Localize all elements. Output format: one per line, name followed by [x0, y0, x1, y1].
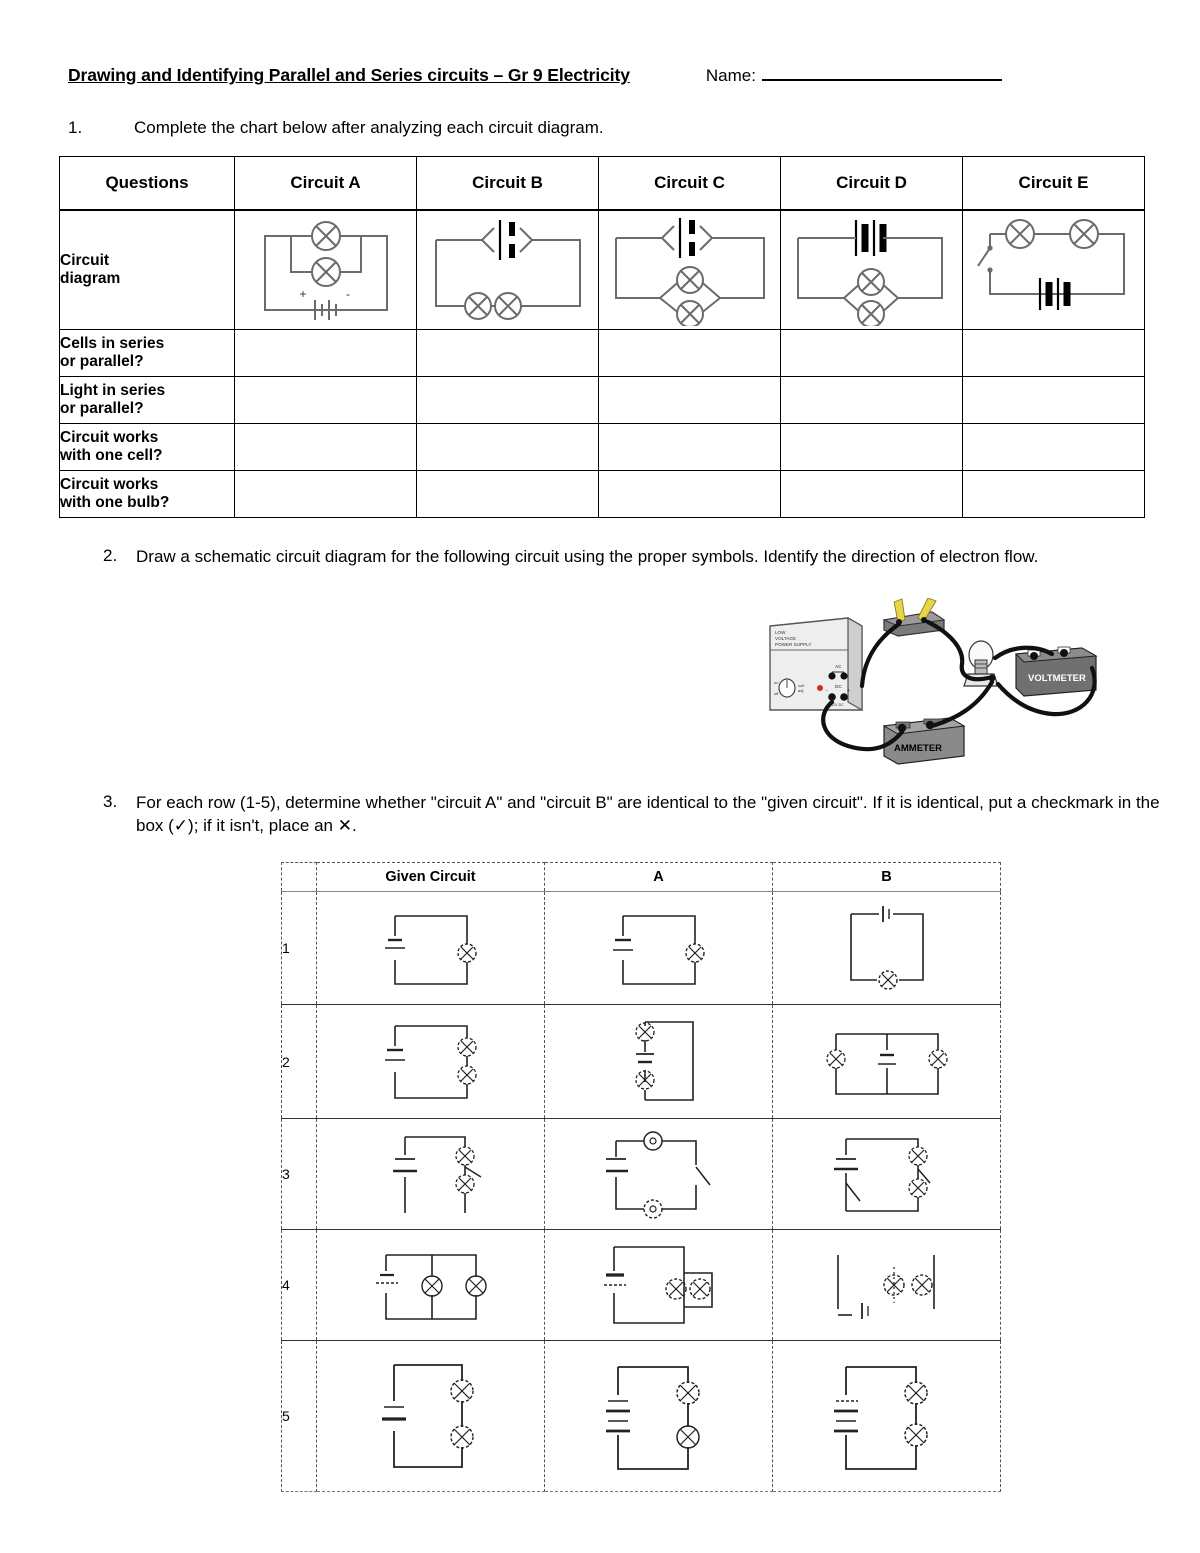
grid-header-b: B	[773, 863, 1001, 892]
row1-a-svg	[589, 900, 729, 996]
header-circuit-e: Circuit E	[963, 157, 1145, 211]
grid-cell-2-a[interactable]	[545, 1005, 773, 1119]
circuit-a-svg	[243, 214, 409, 326]
grid-row-5	[282, 1341, 1001, 1492]
comparison-grid-table	[281, 862, 1001, 1492]
header-questions: Questions	[60, 157, 235, 211]
name-label: Name:	[705, 66, 756, 85]
grid-cell-4-a[interactable]	[545, 1230, 773, 1341]
question-2-number: 2.	[103, 546, 118, 565]
circuit-analysis-table	[59, 156, 1145, 518]
table-row-works-one-cell	[60, 424, 1145, 471]
header-circuit-b: Circuit B	[417, 157, 599, 211]
answer-cell-b[interactable]	[417, 424, 599, 471]
comparison-grid	[281, 862, 996, 1482]
svg-text:on: on	[774, 680, 779, 685]
header-circuit-d: Circuit D	[781, 157, 963, 211]
circuit-e-diagram	[963, 210, 1145, 330]
row-label-line-1: Cells in series	[60, 334, 165, 352]
dc-terminal-label: DC	[835, 684, 842, 689]
ammeter-icon	[884, 718, 964, 764]
power-supply-label-line-2: VOLTAGE	[775, 636, 797, 641]
grid-cell-3-given[interactable]	[317, 1119, 545, 1230]
grid-cell-3-b[interactable]	[773, 1119, 1001, 1230]
row1-b-svg	[817, 900, 957, 996]
row5-given-svg	[356, 1351, 506, 1481]
power-supply-label-line-1: LOW	[775, 630, 786, 635]
answer-cell-c[interactable]	[599, 377, 781, 424]
answer-cell-a[interactable]	[235, 424, 417, 471]
page-title: Drawing and Identifying Parallel and Series circuits – Gr 9 Electricity	[68, 65, 630, 85]
grid-cell-5-a[interactable]	[545, 1341, 773, 1492]
name-input-blank[interactable]	[762, 64, 1002, 81]
header-circuit-c: Circuit C	[599, 157, 781, 211]
row-label-line-2: diagram	[60, 270, 121, 287]
grid-row-4	[282, 1230, 1001, 1341]
circuit-c-svg	[602, 214, 778, 326]
grid-row-number-3: 3	[282, 1119, 317, 1230]
polarity-plus-label: +	[298, 287, 307, 301]
grid-cell-2-b[interactable]	[773, 1005, 1001, 1119]
question-1	[68, 118, 1128, 138]
grid-row-number-1: 1	[282, 892, 317, 1005]
circuit-e-svg	[968, 214, 1140, 326]
question-3-number: 3.	[103, 792, 118, 811]
circuit-d-svg	[786, 214, 958, 326]
grid-row-3	[282, 1119, 1001, 1230]
grid-row-number-4: 4	[282, 1230, 317, 1341]
row3-b-svg	[812, 1125, 962, 1223]
grid-row-2	[282, 1005, 1001, 1119]
grid-cell-3-a[interactable]	[545, 1119, 773, 1230]
voltmeter-label: VOLTMETER	[1028, 673, 1086, 684]
row-label-line-2: with one bulb?	[60, 494, 170, 511]
grid-header-row	[282, 863, 1001, 892]
answer-cell-e[interactable]	[963, 424, 1145, 471]
grid-cell-1-b[interactable]	[773, 892, 1001, 1005]
svg-text:off: off	[774, 691, 779, 696]
circuit-b-svg	[420, 214, 596, 326]
row5-b-svg	[812, 1351, 962, 1481]
row3-a-svg	[584, 1125, 734, 1223]
row3-given-svg	[361, 1125, 501, 1223]
row5-a-svg	[584, 1351, 734, 1481]
answer-cell-e[interactable]	[963, 377, 1145, 424]
answer-cell-c[interactable]	[599, 471, 781, 518]
row-label-line-2: with one cell?	[60, 447, 163, 464]
grid-header-a: A	[545, 863, 773, 892]
question-2	[103, 546, 1063, 569]
grid-cell-5-b[interactable]	[773, 1341, 1001, 1492]
answer-cell-b[interactable]	[417, 330, 599, 377]
answer-cell-c[interactable]	[599, 424, 781, 471]
svg-text:adj: adj	[798, 688, 804, 693]
grid-cell-4-b[interactable]	[773, 1230, 1001, 1341]
question-1-number: 1.	[68, 118, 83, 137]
apparatus-svg	[752, 598, 1120, 770]
row2-b-svg	[812, 1012, 962, 1112]
row4-b-svg	[812, 1237, 962, 1333]
row-label-line-1: Circuit works	[60, 475, 159, 493]
row4-a-svg	[584, 1237, 734, 1333]
svg-text:0-12V DC: 0-12V DC	[828, 703, 844, 707]
ac-terminal-label: AC	[835, 664, 842, 669]
row-label-cells-series-parallel	[60, 330, 235, 377]
question-3-text: For each row (1-5), determine whether "circuit A" and "circuit B" are identical to the "given circuit". If it is identical, put a checkmark in the box (✓); if it isn't, place an ✕.	[136, 793, 1160, 835]
power-supply-icon	[770, 618, 862, 710]
svg-text:+: +	[847, 688, 850, 694]
question-2-text: Draw a schematic circuit diagram for the following circuit using the proper symbols. Identify the direction of electron flow.	[136, 547, 1039, 566]
answer-cell-d[interactable]	[781, 330, 963, 377]
svg-text:-: -	[826, 688, 828, 694]
row1-given-svg	[361, 900, 501, 996]
grid-header-number	[282, 863, 317, 892]
row-label-line-1: Circuit	[60, 251, 110, 269]
answer-cell-a[interactable]	[235, 377, 417, 424]
row-label-light-series-parallel	[60, 377, 235, 424]
question-3	[103, 792, 1163, 838]
grid-row-1	[282, 892, 1001, 1005]
grid-cell-5-given[interactable]	[317, 1341, 545, 1492]
grid-header-given-circuit: Given Circuit	[317, 863, 545, 892]
question-1-text: Complete the chart below after analyzing each circuit diagram.	[134, 118, 604, 137]
polarity-minus-label: -	[345, 287, 350, 301]
row-label-works-one-cell	[60, 424, 235, 471]
worksheet-header	[68, 64, 1128, 86]
circuit-c-diagram	[599, 210, 781, 330]
header-circuit-a: Circuit A	[235, 157, 417, 211]
row-label-line-2: or parallel?	[60, 353, 144, 370]
answer-cell-e[interactable]	[963, 330, 1145, 377]
row-label-line-2: or parallel?	[60, 400, 144, 417]
grid-cell-1-a[interactable]	[545, 892, 773, 1005]
circuit-b-diagram	[417, 210, 599, 330]
row-label-circuit-diagram	[60, 210, 235, 330]
table-row-works-one-bulb	[60, 471, 1145, 518]
row2-a-svg	[589, 1012, 729, 1112]
answer-cell-a[interactable]	[235, 471, 417, 518]
table-row-light-series-parallel	[60, 377, 1145, 424]
row2-given-svg	[361, 1012, 501, 1112]
row-label-works-one-bulb	[60, 471, 235, 518]
answer-cell-d[interactable]	[781, 424, 963, 471]
table-row-circuit-diagram	[60, 210, 1145, 330]
power-supply-label-line-3: POWER SUPPLY	[775, 642, 812, 647]
answer-cell-d[interactable]	[781, 377, 963, 424]
row-label-line-1: Circuit works	[60, 428, 159, 446]
answer-cell-e[interactable]	[963, 471, 1145, 518]
grid-row-number-2: 2	[282, 1005, 317, 1119]
answer-cell-a[interactable]	[235, 330, 417, 377]
grid-cell-4-given[interactable]	[317, 1230, 545, 1341]
grid-cell-1-given[interactable]	[317, 892, 545, 1005]
circuit-a-diagram	[235, 210, 417, 330]
ammeter-label: AMMETER	[894, 743, 943, 754]
answer-cell-c[interactable]	[599, 330, 781, 377]
row4-given-svg	[356, 1237, 506, 1333]
switch-icon	[465, 1167, 481, 1177]
table-header-row	[60, 157, 1145, 211]
svg-text:volt: volt	[798, 683, 805, 688]
answer-cell-b[interactable]	[417, 471, 599, 518]
circuit-d-diagram	[781, 210, 963, 330]
voltmeter-icon	[1016, 647, 1096, 696]
grid-row-number-5: 5	[282, 1341, 317, 1492]
table-row-cells-series-parallel	[60, 330, 1145, 377]
lab-apparatus-image	[752, 598, 1120, 770]
power-indicator-icon	[817, 685, 823, 691]
answer-cell-d[interactable]	[781, 471, 963, 518]
grid-cell-2-given[interactable]	[317, 1005, 545, 1119]
answer-cell-b[interactable]	[417, 377, 599, 424]
switch-icon	[696, 1167, 710, 1185]
row-label-line-1: Light in series	[60, 381, 166, 399]
name-field-group	[706, 64, 1002, 86]
